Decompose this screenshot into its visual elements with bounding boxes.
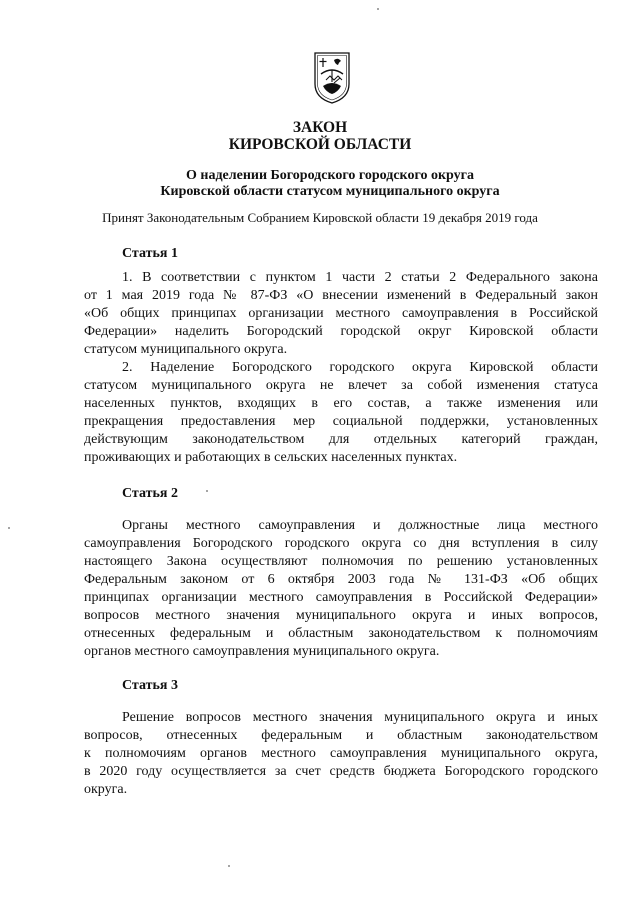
text-line: Решение вопросов местного значения муниципального округа и иных [122, 710, 598, 725]
text-line: вопросов, отнесенных федеральным и областным законодательством [84, 728, 598, 743]
article-paragraph [84, 517, 598, 661]
text-line: прекращения предоставления мер социальной поддержки, установленных [84, 414, 598, 429]
text-line: самоуправления Богородского городского округа со дня вступления в силу [84, 536, 598, 551]
article-heading: Статья 3 [122, 678, 178, 693]
text-line: статусом муниципального округа. [84, 342, 288, 357]
law-title: ЗАКОН [292, 119, 348, 136]
text-line: 1. В соответствии с пунктом 1 части 2 статьи 2 Федерального закона [122, 270, 598, 285]
article-heading: Статья 1 [122, 246, 178, 261]
text-line: Федерации» наделить Богородский городской округ Кировской области [84, 324, 598, 339]
text-line: принципах организации местного самоуправления в Российской Федерации» [84, 590, 598, 605]
scan-speck [206, 490, 208, 492]
text-line: от 1 мая 2019 года № 87-ФЗ «О внесении изменений в Федеральный закон [84, 288, 598, 303]
text-line: действующим законодательством для отдельных категорий граждан, [84, 432, 598, 447]
law-subject-line: О наделении Богородского городского округа [186, 168, 474, 183]
scan-speck [228, 865, 230, 867]
scan-speck [377, 8, 379, 10]
text-line: настоящего Закона осуществляют полномочия по решению установленных [84, 554, 598, 569]
text-line: проживающих и работающих в сельских населенных пунктах. [84, 450, 458, 465]
text-line: в 2020 году осуществляется за счет средств бюджета Богородского городского [84, 764, 598, 779]
text-line: вопросов местного значения муниципального округа и иных вопросов, [84, 608, 598, 623]
article-paragraph [84, 269, 598, 359]
article-paragraph [84, 709, 598, 799]
text-line: Федеральным законом от 6 октября 2003 года № 131-ФЗ «Об общих [84, 572, 598, 587]
law-subject [80, 168, 580, 200]
text-line: к полномочиям органов местного самоуправления муниципального округа, [84, 746, 598, 761]
kirov-oblast-coat-of-arms-icon [312, 50, 352, 106]
text-line: округа. [84, 782, 128, 797]
article-paragraph [84, 359, 598, 467]
article-heading: Статья 2 [122, 486, 178, 501]
text-line: Органы местного самоуправления и должностные лица местного [122, 518, 598, 533]
text-line: отнесенных федеральным и областным законодательством к полномочиям [84, 626, 598, 641]
adoption-note: Принят Законодательным Собранием Кировской области 19 декабря 2019 года [102, 210, 538, 225]
text-line: «Об общих принципах организации местного самоуправления в Российской [84, 306, 598, 321]
text-line: 2. Наделение Богородского городского округа Кировской области [122, 360, 598, 375]
text-line: органов местного самоуправления муниципального округа. [84, 644, 440, 659]
scan-speck [8, 527, 10, 529]
law-region: КИРОВСКОЙ ОБЛАСТИ [228, 136, 412, 153]
text-line: населенных пунктов, входящих в его состав, а также изменения или [84, 396, 598, 411]
law-subject-line: Кировской области статусом муниципального округа [160, 184, 500, 199]
text-line: статусом муниципального округа не влечет за собой изменения статуса [84, 378, 598, 393]
